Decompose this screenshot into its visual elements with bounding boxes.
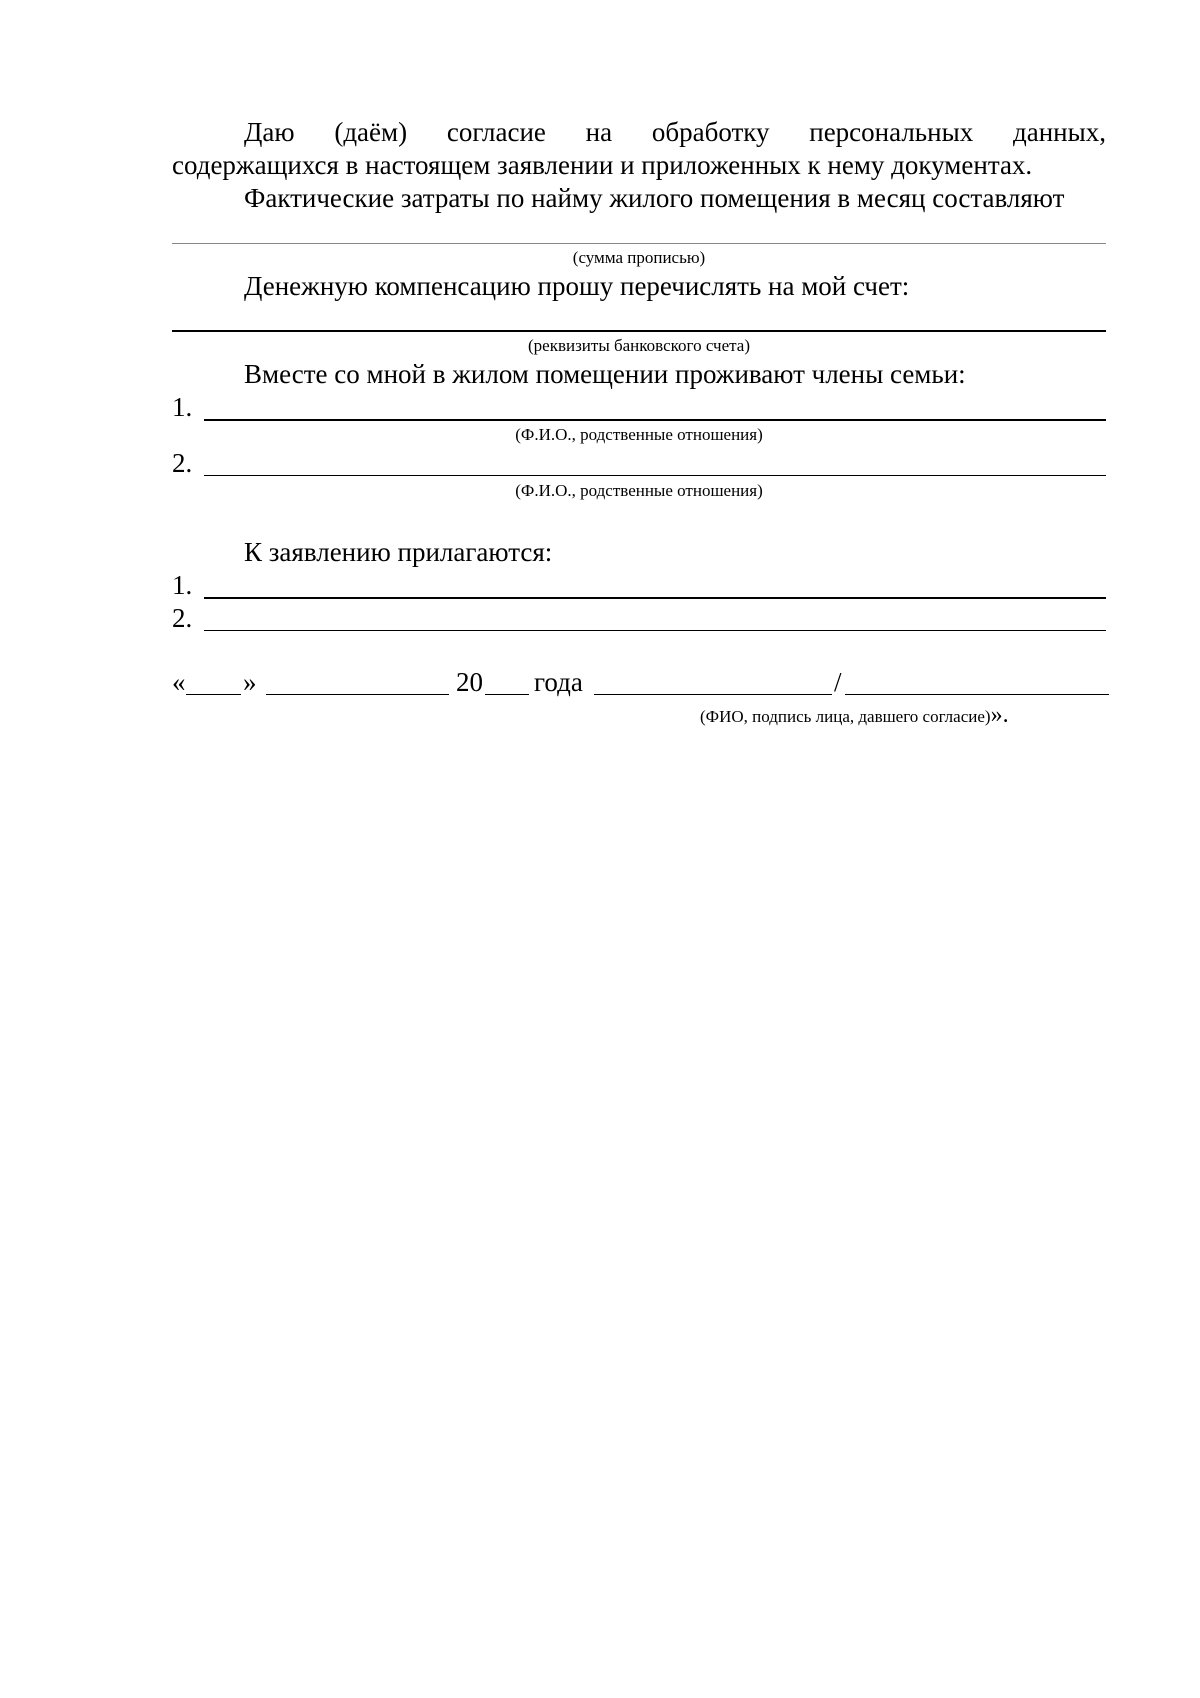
costs-sum-line	[172, 243, 1106, 244]
signature-line	[594, 694, 832, 695]
signature-caption-block	[700, 702, 1009, 728]
date-quote-close: »	[243, 667, 257, 697]
attachment-item-1-line	[204, 597, 1106, 599]
family-item-2-line	[204, 475, 1106, 476]
consent-word: персональных	[809, 117, 974, 147]
family-item-2-caption: (Ф.И.О., родственные отношения)	[515, 481, 763, 500]
signature-caption-end: ».	[990, 702, 1009, 728]
signature-slash: /	[834, 667, 842, 697]
signature-name-line	[845, 694, 1109, 695]
family-item-1-number: 1.	[172, 392, 193, 422]
consent-line-1	[172, 116, 1106, 148]
compensation-text: Денежную компенсацию прошу перечислять на мой счет:	[244, 271, 910, 301]
family-text: Вместе со мной в жилом помещении проживают члены семьи:	[244, 359, 966, 389]
consent-word: обработку	[651, 117, 770, 147]
consent-line-2: содержащихся в настоящем заявлении и приложенных к нему документах.	[172, 150, 1033, 180]
attachment-item-2-line	[204, 630, 1106, 631]
family-item-1-caption: (Ф.И.О., родственные отношения)	[515, 425, 763, 444]
consent-word: согласие	[446, 117, 546, 147]
family-item-1-line	[204, 419, 1106, 421]
signature-caption: (ФИО, подпись лица, давшего согласие)	[700, 707, 991, 726]
date-day-line	[186, 694, 241, 695]
costs-text: Фактические затраты по найму жилого помещения в месяц составляют	[244, 183, 1065, 213]
attachments-text: К заявлению прилагаются:	[244, 537, 553, 567]
costs-caption: (сумма прописью)	[572, 248, 706, 267]
date-quote-open: «	[172, 667, 186, 697]
date-year-prefix: 20	[456, 667, 483, 697]
date-year-line	[485, 694, 529, 695]
date-year-word: года	[534, 667, 583, 697]
compensation-caption: (реквизиты банковского счета)	[527, 336, 750, 355]
attachment-item-1-number: 1.	[172, 570, 193, 600]
consent-word: Даю	[244, 117, 295, 147]
date-month-line	[266, 694, 449, 695]
consent-word: на	[585, 117, 613, 147]
attachment-item-2-number: 2.	[172, 603, 193, 633]
consent-word: данных,	[1012, 117, 1106, 147]
bank-details-line	[172, 330, 1106, 332]
family-item-2-number: 2.	[172, 448, 193, 478]
consent-word: (даём)	[334, 117, 408, 147]
